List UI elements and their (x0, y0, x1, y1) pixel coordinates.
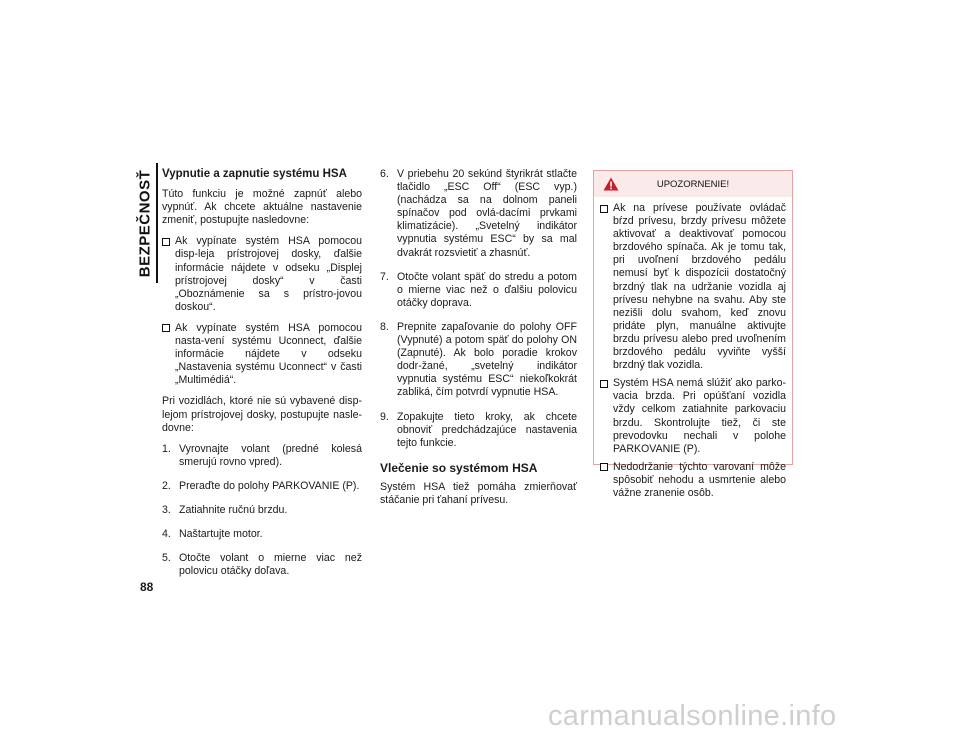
step-item: 2. Preraďte do polohy PARKOVANIE (P). (162, 479, 360, 492)
list-item: Ak vypínate systém HSA pomocou disp-leja prístrojovej dosky, ďalšie informácie nájdete v odseku „Displej prístrojovej dosky“ v časti „Oboznámenie sa s prístro-jovou doskou“. (162, 235, 362, 314)
list-item: Systém HSA nemá slúžiť ako parko-vacia brzda. Pri opúšťaní vozidla vždy celkom zatiahnite parkovaciu brzdu. Skontrolujte tiež, či ste prevodovku nechali v polohe PARKOVANIE (P). (600, 377, 786, 456)
section-label (133, 163, 157, 283)
watermark: carmanualsonline.info (548, 700, 837, 732)
warning-body (594, 197, 792, 500)
bullet-box-icon (600, 205, 608, 213)
step-item: 1. Vyrovnajte volant (predné kolesá smerujú rovno vpred). (162, 442, 362, 468)
list-item: Ak na prívese používate ovládač bŕzd prívesu, brzdy prívesu môžete aktivovať a deaktivovať pomocou brzdového spínača. Ak je tomu tak, pri uvoľnení brzdového pedálu nemusí byť k dispozícii dostatočný brzdný tlak na udržanie vozidla aj prívesu nehybne na svahu. Aby ste nezišli dolu svahom, keď znovu pridáte plyn, manuálne aktivujte brzdu prívesu alebo pred uvoľnením brzdového pedálu vyviňte vyšší brzdný tlak vozidla. (600, 202, 786, 372)
warning-title: UPOZORNENIE! (656, 178, 730, 190)
hsa-toggle-heading: Vypnutie a zapnutie systému HSA (162, 168, 347, 180)
list-item: Ak vypínate systém HSA pomocou nasta-vení systému Uconnect, ďalšie informácie nájdete v odseku „Nastavenia systému Uconnect“ v časti „Multimédiá“. (162, 322, 362, 387)
step-item: 8. Prepnite zapaľovanie do polohy OFF (Vypnuté) a potom späť do polohy ON (Zapnuté). Ak bolo poradie krokov dodr-žané, „svetelný indikátor vypnutia systému ESC“ niekoľkokrát zabliká, čím potvrdí vypnutie HSA. (380, 320, 577, 399)
bullet-box-icon (162, 324, 170, 332)
step-item: 4. Naštartujte motor. (162, 528, 263, 541)
no-display-paragraph: Pri vozidlách, ktoré nie sú vybavené disp-lejom prístrojovej dosky, postupujte nasle-dovne: (162, 395, 362, 434)
step-item: 3. Zatiahnite ručnú brzdu. (162, 503, 288, 516)
bullet-box-icon (162, 238, 170, 246)
column-left (162, 168, 362, 589)
section-label-text: BEZPEČNOSŤ (136, 169, 154, 277)
towing-heading: Vlečenie so systémom HSA (380, 460, 538, 475)
warning-header (594, 171, 792, 197)
intro-paragraph: Túto funkciu je možné zapnúť alebo vypnúť. Ak chcete aktuálne nastavenie zmeniť, postupujte nasledovne: (162, 188, 362, 227)
warning-box (593, 170, 793, 499)
towing-paragraph: Systém HSA tiež pomáha zmierňovať stáčanie pri ťahaní prívesu. (380, 480, 577, 506)
bullet-box-icon (600, 463, 608, 471)
step-item: 9. Zopakujte tieto kroky, ak chcete obnoviť predchádzajúce nastavenia tejto funkcie. (380, 410, 577, 449)
section-divider (156, 163, 158, 283)
page-number: 88 (140, 580, 154, 594)
step-item: 6. V priebehu 20 sekúnd štyrikrát stlačte tlačidlo „ESC Off“ (ESC vyp.) (nachádza sa na dolnom paneli spínačov pod ovlá-dacími prvkami klimatizácie). „Svetelný indikátor vypnutia systému ESC“ by sa mal dvakrát rozsvietiť a zhasnúť. (380, 168, 577, 259)
warning-triangle-icon (603, 177, 619, 191)
column-middle (380, 168, 577, 515)
bullet-box-icon (600, 380, 608, 388)
step-item: 5. Otočte volant o mierne viac než polovicu otáčky doľava. (162, 552, 362, 578)
step-item: 7. Otočte volant späť do stredu a potom o mierne viac než o ďalšiu polovicu otáčky doprava. (380, 270, 577, 309)
list-item: Nedodržanie týchto varovaní môže spôsobiť nehodu a usmrtenie alebo vážne zranenie osôb. (600, 461, 786, 500)
